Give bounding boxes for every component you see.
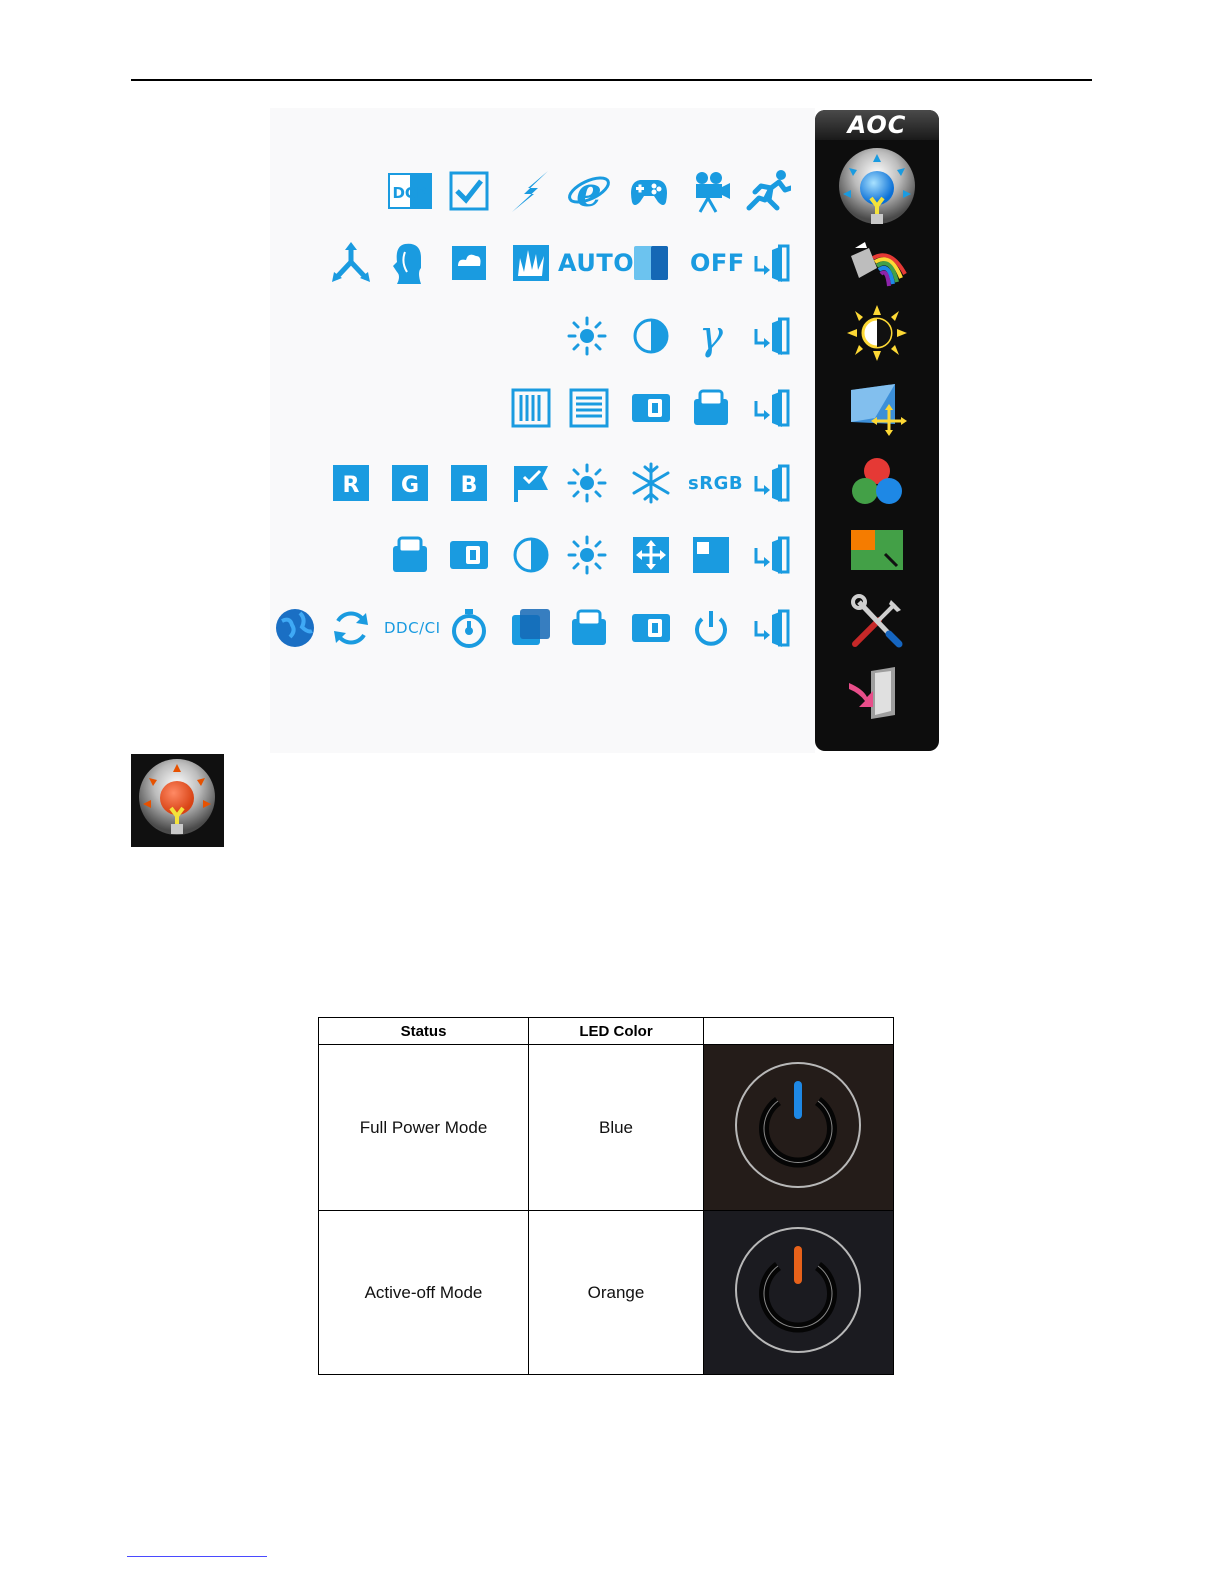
checkbox-icon[interactable] xyxy=(446,168,492,214)
movie-camera-icon[interactable] xyxy=(688,168,734,214)
picture-boost-brightness-icon[interactable] xyxy=(842,303,912,363)
exit-icon[interactable] xyxy=(748,460,794,506)
exit-icon[interactable] xyxy=(748,385,794,431)
power-led-image xyxy=(704,1211,894,1375)
frame-size-icon[interactable] xyxy=(688,532,734,578)
warm-icon[interactable] xyxy=(564,460,610,506)
led-image-header xyxy=(704,1018,894,1045)
dcr-icon[interactable] xyxy=(387,168,433,214)
svg-text:e: e xyxy=(576,169,602,214)
luminance-icon[interactable] xyxy=(829,146,925,232)
status-cell: Full Power Mode xyxy=(319,1045,529,1211)
image-position-icon[interactable] xyxy=(842,378,912,438)
running-man-icon[interactable] xyxy=(745,168,791,214)
led-color-cell: Blue xyxy=(529,1045,704,1211)
led-color-header: LED Color xyxy=(529,1018,704,1045)
brightness-icon[interactable] xyxy=(564,313,610,359)
bright-frame-contrast-icon[interactable] xyxy=(508,532,554,578)
transparency-icon[interactable] xyxy=(508,605,554,651)
image-setup-icon[interactable] xyxy=(842,238,912,298)
selected-luminance-icon xyxy=(131,754,224,847)
exit-icon[interactable] xyxy=(748,605,794,651)
y-split-icon[interactable] xyxy=(328,240,374,286)
dcr-label: DCR xyxy=(392,184,428,202)
osd-h-position-icon[interactable] xyxy=(628,605,674,651)
exit-icon[interactable] xyxy=(748,313,794,359)
move-arrows-icon[interactable] xyxy=(628,532,674,578)
footer-link-rule xyxy=(127,1556,267,1557)
led-color-cell: Orange xyxy=(529,1211,704,1375)
osd-icon-grid xyxy=(270,108,815,753)
exit-menu-icon[interactable] xyxy=(842,663,912,723)
extra-tools-icon[interactable] xyxy=(842,592,912,652)
lightning-icon[interactable] xyxy=(508,168,554,214)
blue-icon[interactable] xyxy=(446,460,492,506)
clock-icon[interactable] xyxy=(508,385,554,431)
gamma-icon[interactable] xyxy=(688,313,734,359)
srgb-label[interactable]: sRGB xyxy=(688,472,744,494)
color-setup-icon[interactable] xyxy=(842,451,912,511)
globe-icon[interactable] xyxy=(272,605,318,651)
h-position-icon[interactable] xyxy=(628,385,674,431)
exit-icon[interactable] xyxy=(748,240,794,286)
grass-icon[interactable] xyxy=(508,240,554,286)
g-label: G xyxy=(400,473,420,498)
picture-boost-icon[interactable] xyxy=(842,520,912,580)
h-size-icon[interactable] xyxy=(446,532,492,578)
led-status-table xyxy=(318,1017,894,1375)
internet-explorer-icon[interactable] xyxy=(566,168,612,214)
status-cell: Active-off Mode xyxy=(319,1211,529,1375)
aoc-logo: AOC xyxy=(815,110,939,140)
osd-menu-bar xyxy=(815,110,939,751)
off-label[interactable]: OFF xyxy=(690,249,745,277)
auto-label[interactable]: AUTO xyxy=(558,249,635,277)
power-icon[interactable] xyxy=(688,605,734,651)
off-timer-icon[interactable] xyxy=(446,605,492,651)
bright-frame-brightness-icon[interactable] xyxy=(564,532,610,578)
ddcci-label[interactable]: DDC/CI xyxy=(384,619,441,637)
landscape-icon[interactable] xyxy=(446,240,492,286)
header-rule xyxy=(131,79,1092,81)
phase-icon[interactable] xyxy=(566,385,612,431)
power-led-image xyxy=(704,1045,894,1211)
face-icon[interactable] xyxy=(387,240,433,286)
red-icon[interactable] xyxy=(328,460,374,506)
cool-icon[interactable] xyxy=(628,460,674,506)
status-header: Status xyxy=(319,1018,529,1045)
half-square-icon[interactable] xyxy=(628,240,674,286)
osd-v-position-icon[interactable] xyxy=(566,605,612,651)
v-size-icon[interactable] xyxy=(387,532,433,578)
contrast-icon[interactable] xyxy=(628,313,674,359)
flag-icon[interactable] xyxy=(508,460,554,506)
b-label: B xyxy=(460,473,478,498)
v-position-icon[interactable] xyxy=(688,385,734,431)
svg-text:γ: γ xyxy=(699,313,723,359)
green-icon[interactable] xyxy=(387,460,433,506)
reset-icon[interactable] xyxy=(328,605,374,651)
exit-icon[interactable] xyxy=(748,532,794,578)
gamepad-icon[interactable] xyxy=(626,168,672,214)
r-label: R xyxy=(342,473,360,498)
